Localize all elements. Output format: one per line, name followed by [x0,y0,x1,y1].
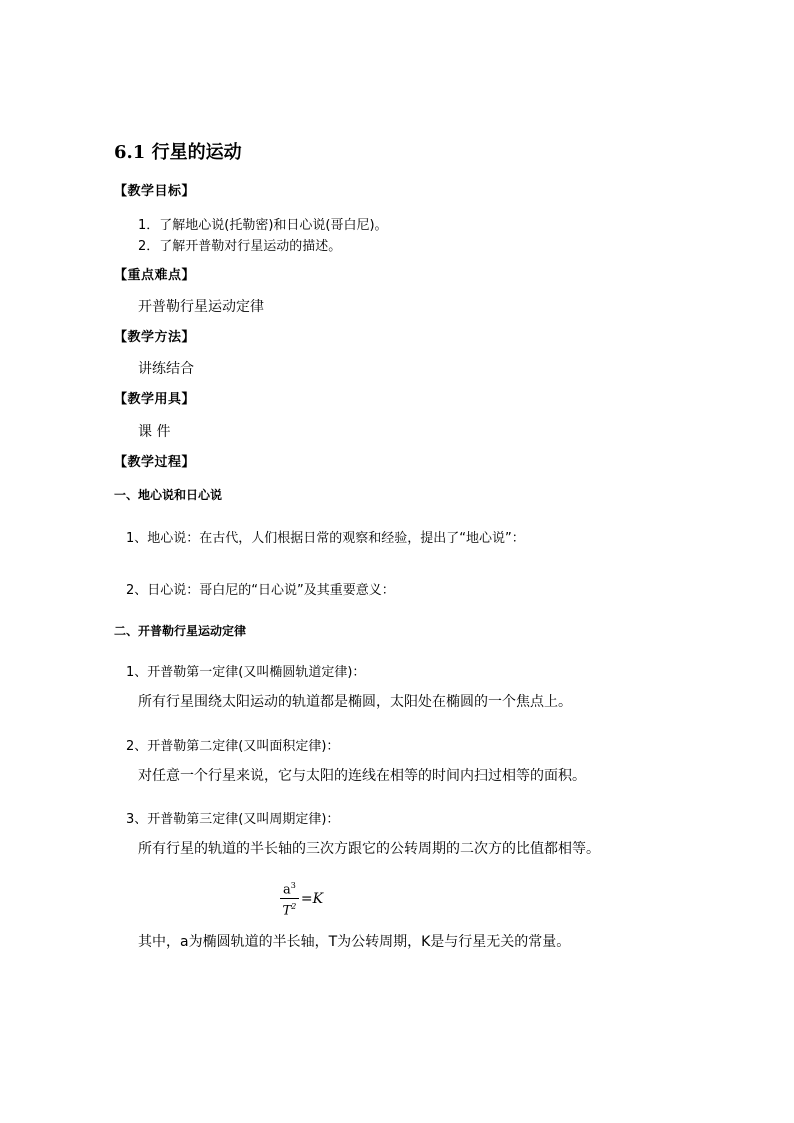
law2-title: 2、开普勒第二定律(又叫面积定律)： [126,739,340,754]
formula-rhs: =K [300,890,324,907]
geocentric-item: 1、地心说：在古代，人们根据日常的观察和经验，提出了“地心说”： [126,531,525,546]
law2-text: 对任意一个行星来说，它与太阳的连线在相等的时间内扫过相等的面积。 [138,768,586,784]
part2-heading: 二、开普勒行星运动定律 [114,624,247,638]
goal-item-1: 1．了解地心说(托勒密)和日心说(哥白尼)。 [138,218,388,233]
goal-item-2: 2．了解开普勒对行星运动的描述。 [138,239,342,254]
part1-heading: 一、地心说和日心说 [114,488,223,502]
section-heading-key-points: 【重点难点】 [114,268,196,283]
section-heading-process: 【教学过程】 [114,455,196,470]
law3-title: 3、开普勒第三定律(又叫周期定律)： [126,812,340,827]
section-heading-method: 【教学方法】 [114,330,196,345]
law3-text: 所有行星的轨道的半长轴的三次方跟它的公转周期的二次方的比值都相等。 [138,841,600,857]
formula-fraction [280,878,299,920]
formula-numerator: $a^3$ [280,878,299,899]
page-title: 6.1 行星的运动 [114,142,242,163]
method-text: 讲练结合 [138,361,194,377]
heliocentric-item: 2、日心说：哥白尼的“日心说”及其重要意义： [126,583,395,598]
kepler-third-law-formula [280,878,323,920]
section-heading-goals: 【教学目标】 [114,184,196,199]
tools-text: 课 件 [138,424,171,440]
law1-text: 所有行星围绕太阳运动的轨道都是椭圆，太阳处在椭圆的一个焦点上。 [138,694,572,710]
law1-title: 1、开普勒第一定律(又叫椭圆轨道定律)： [126,665,366,680]
key-points-text: 开普勒行星运动定律 [138,299,264,315]
formula-denominator: $T^2$ [282,902,297,919]
section-heading-tools: 【教学用具】 [114,392,196,407]
formula-note: 其中，a为椭圆轨道的半长轴，T为公转周期，K是与行星无关的常量。 [138,934,571,950]
